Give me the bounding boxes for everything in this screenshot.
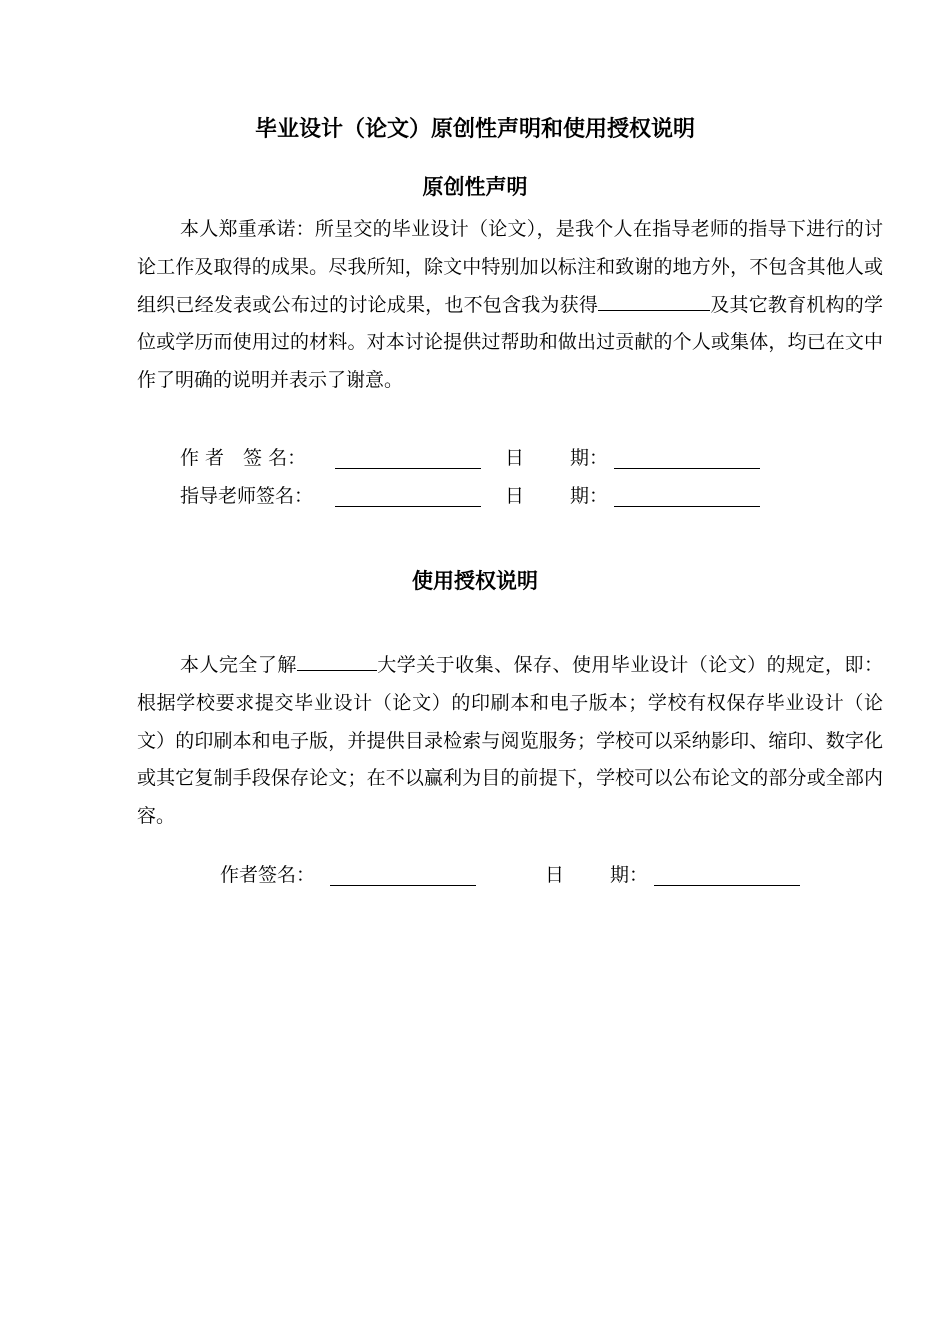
author-signature-label: 作 者 签 名： xyxy=(180,447,307,469)
date-label-char1: 日 xyxy=(505,485,525,507)
advisor-signature-label: 指导老师签名： xyxy=(180,485,314,507)
authorization-heading: 使用授权说明 xyxy=(412,569,538,593)
degree-blank[interactable] xyxy=(598,291,710,311)
authorization-date-line[interactable] xyxy=(654,885,800,886)
author-date-line[interactable] xyxy=(614,468,760,469)
originality-paragraph xyxy=(137,211,883,400)
author-signature-row xyxy=(180,440,780,476)
date-label-char1: 日 xyxy=(545,864,565,886)
advisor-signature-line[interactable] xyxy=(335,506,481,507)
originality-text-part1: 本人郑重承诺：所呈交的毕业设计（论文），是我个人在指导老师的指导下进行的讨论工作及取得的成果。尽我所知，除文中特别加以标注和致谢的地方外，不包含其他人或组织已经发表或公布过的讨论成果，也不包含我为获得 xyxy=(137,218,883,316)
authorization-signature-label: 作者签名： xyxy=(220,864,316,886)
date-label-char1: 日 xyxy=(505,447,525,469)
authorization-text-part1: 本人完全了解 xyxy=(180,654,297,676)
authorization-paragraph xyxy=(137,647,883,836)
date-label-char2: 期： xyxy=(610,864,649,886)
authorization-signature-row xyxy=(220,857,820,893)
document-title: 毕业设计（论文）原创性声明和使用授权说明 xyxy=(254,117,695,142)
authorization-text-part2: 大学关于收集、保存、使用毕业设计（论文）的规定，即：根据学校要求提交毕业设计（论文）的印刷本和电子版本；学校有权保存毕业设计（论文）的印刷本和电子版，并提供目录检索与阅览服务；学校可以采纳影印、缩印、数字化或其它复制手段保存论文；在不以赢利为目的前提下，学校可以公布论文的部分或全部内容。 xyxy=(137,654,883,828)
date-label-char2: 期： xyxy=(570,485,609,507)
advisor-date-line[interactable] xyxy=(614,506,760,507)
date-label-char2: 期： xyxy=(570,447,609,469)
author-signature-line[interactable] xyxy=(335,468,481,469)
originality-heading: 原创性声明 xyxy=(422,175,528,199)
university-blank[interactable] xyxy=(297,651,377,671)
advisor-signature-row xyxy=(180,478,780,514)
authorization-signature-line[interactable] xyxy=(330,885,476,886)
originality-text-part2: 及其它教育机构的学位或学历而使用过的材料。对本讨论提供过帮助和做出过贡献的个人或集体，均已在文中作了明确的说明并表示了谢意。 xyxy=(137,293,883,392)
